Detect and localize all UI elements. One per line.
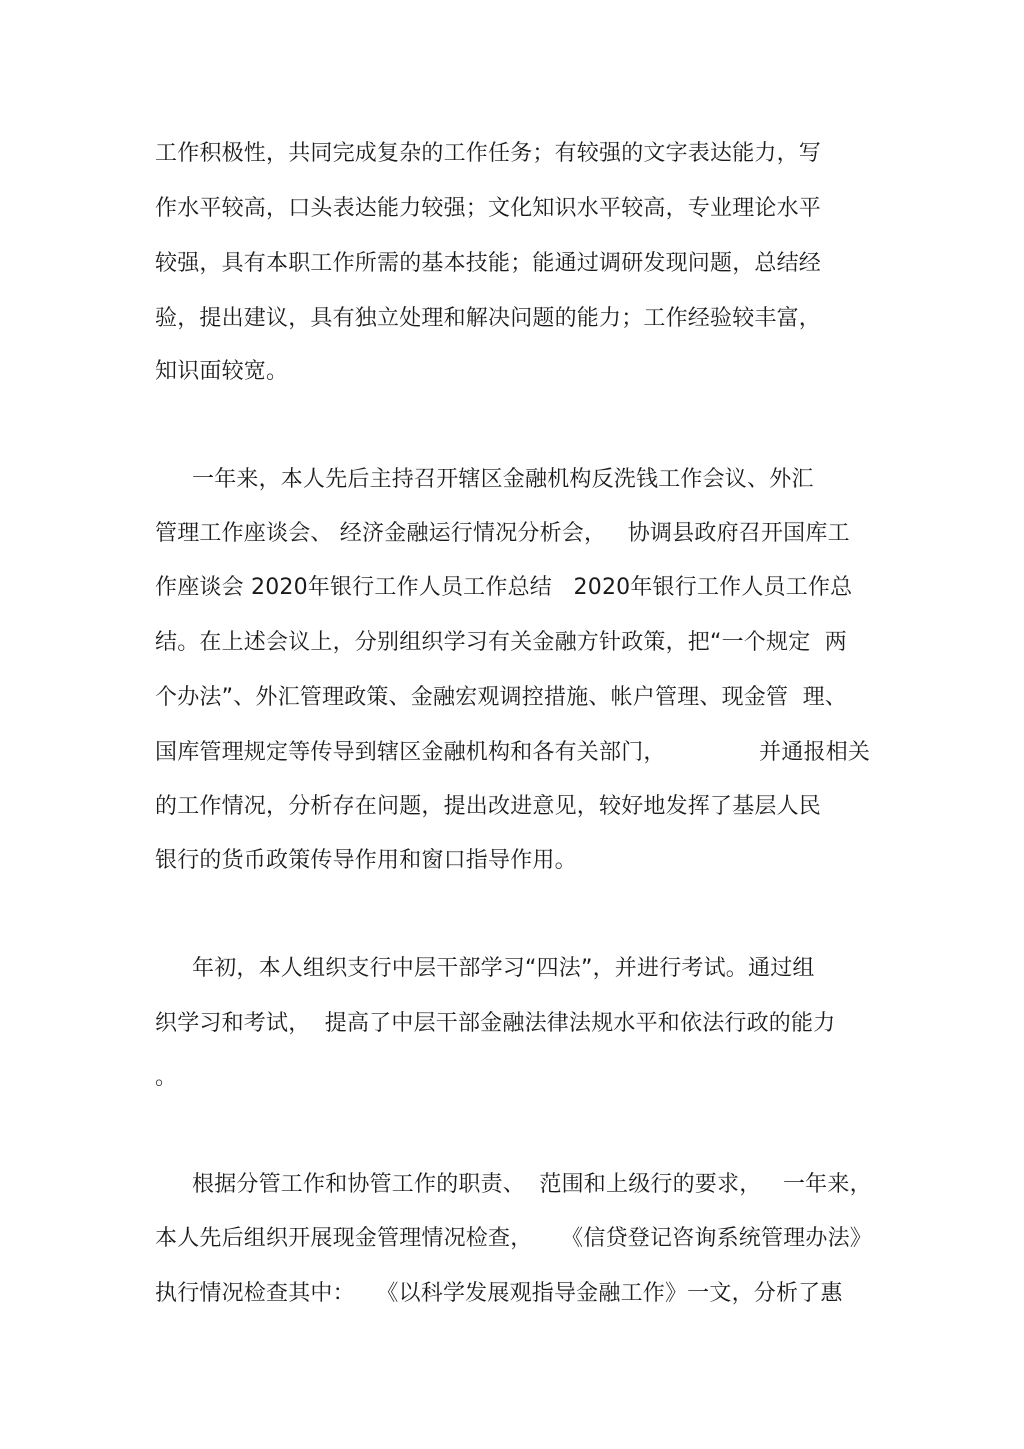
text-line: 。 — [155, 1065, 178, 1090]
text-line: 作座谈会 2020年银行工作人员工作总结 2020年银行工作人员工作总 — [155, 575, 853, 600]
text-line: 作水平较高，口头表达能力较强；文化知识水平较高，专业理论水平 — [155, 196, 822, 221]
text-line: 管理工作座谈会、 经济金融运行情况分析会， 协调县政府召开国库工 — [155, 521, 850, 546]
text-line: 的工作情况，分析存在问题，提出改进意见，较好地发挥了基层人民 — [155, 794, 822, 819]
text-line: 结。在上述会议上，分别组织学习有关金融方针政策，把“一个规定 两 — [155, 630, 847, 655]
text-line: 国库管理规定等传导到辖区金融机构和各有关部门， 并通报相关 — [155, 740, 871, 765]
text-line: 较强，具有本职工作所需的基本技能；能通过调研发现问题，总结经 — [155, 251, 822, 276]
text-line: 年初，本人组织支行中层干部学习“四法”，并进行考试。通过组 — [192, 956, 815, 981]
text-line: 知识面较宽。 — [155, 359, 289, 384]
text-line: 个办法”、外汇管理政策、金融宏观调控措施、帐户管理、现金管 理、 — [155, 685, 847, 710]
text-line: 织学习和考试， 提高了中层干部金融法律法规水平和依法行政的能力 — [155, 1011, 836, 1036]
text-line: 执行情况检查其中： 《以科学发展观指导金融工作》一文，分析了惠 — [155, 1281, 843, 1306]
text-line: 一年来，本人先后主持召开辖区金融机构反洗钱工作会议、外汇 — [192, 467, 814, 492]
text-line: 本人先后组织开展现金管理情况检查， 《信贷登记咨询系统管理办法》 — [155, 1226, 872, 1251]
text-line: 验，提出建议，具有独立处理和解决问题的能力；工作经验较丰富， — [155, 306, 822, 331]
text-line: 根据分管工作和协管工作的职责、 范围和上级行的要求， 一年来， — [192, 1172, 872, 1197]
text-line: 银行的货币政策传导作用和窗口指导作用。 — [155, 848, 577, 873]
text-line: 工作积极性，共同完成复杂的工作任务；有较强的文字表达能力，写 — [155, 141, 822, 166]
